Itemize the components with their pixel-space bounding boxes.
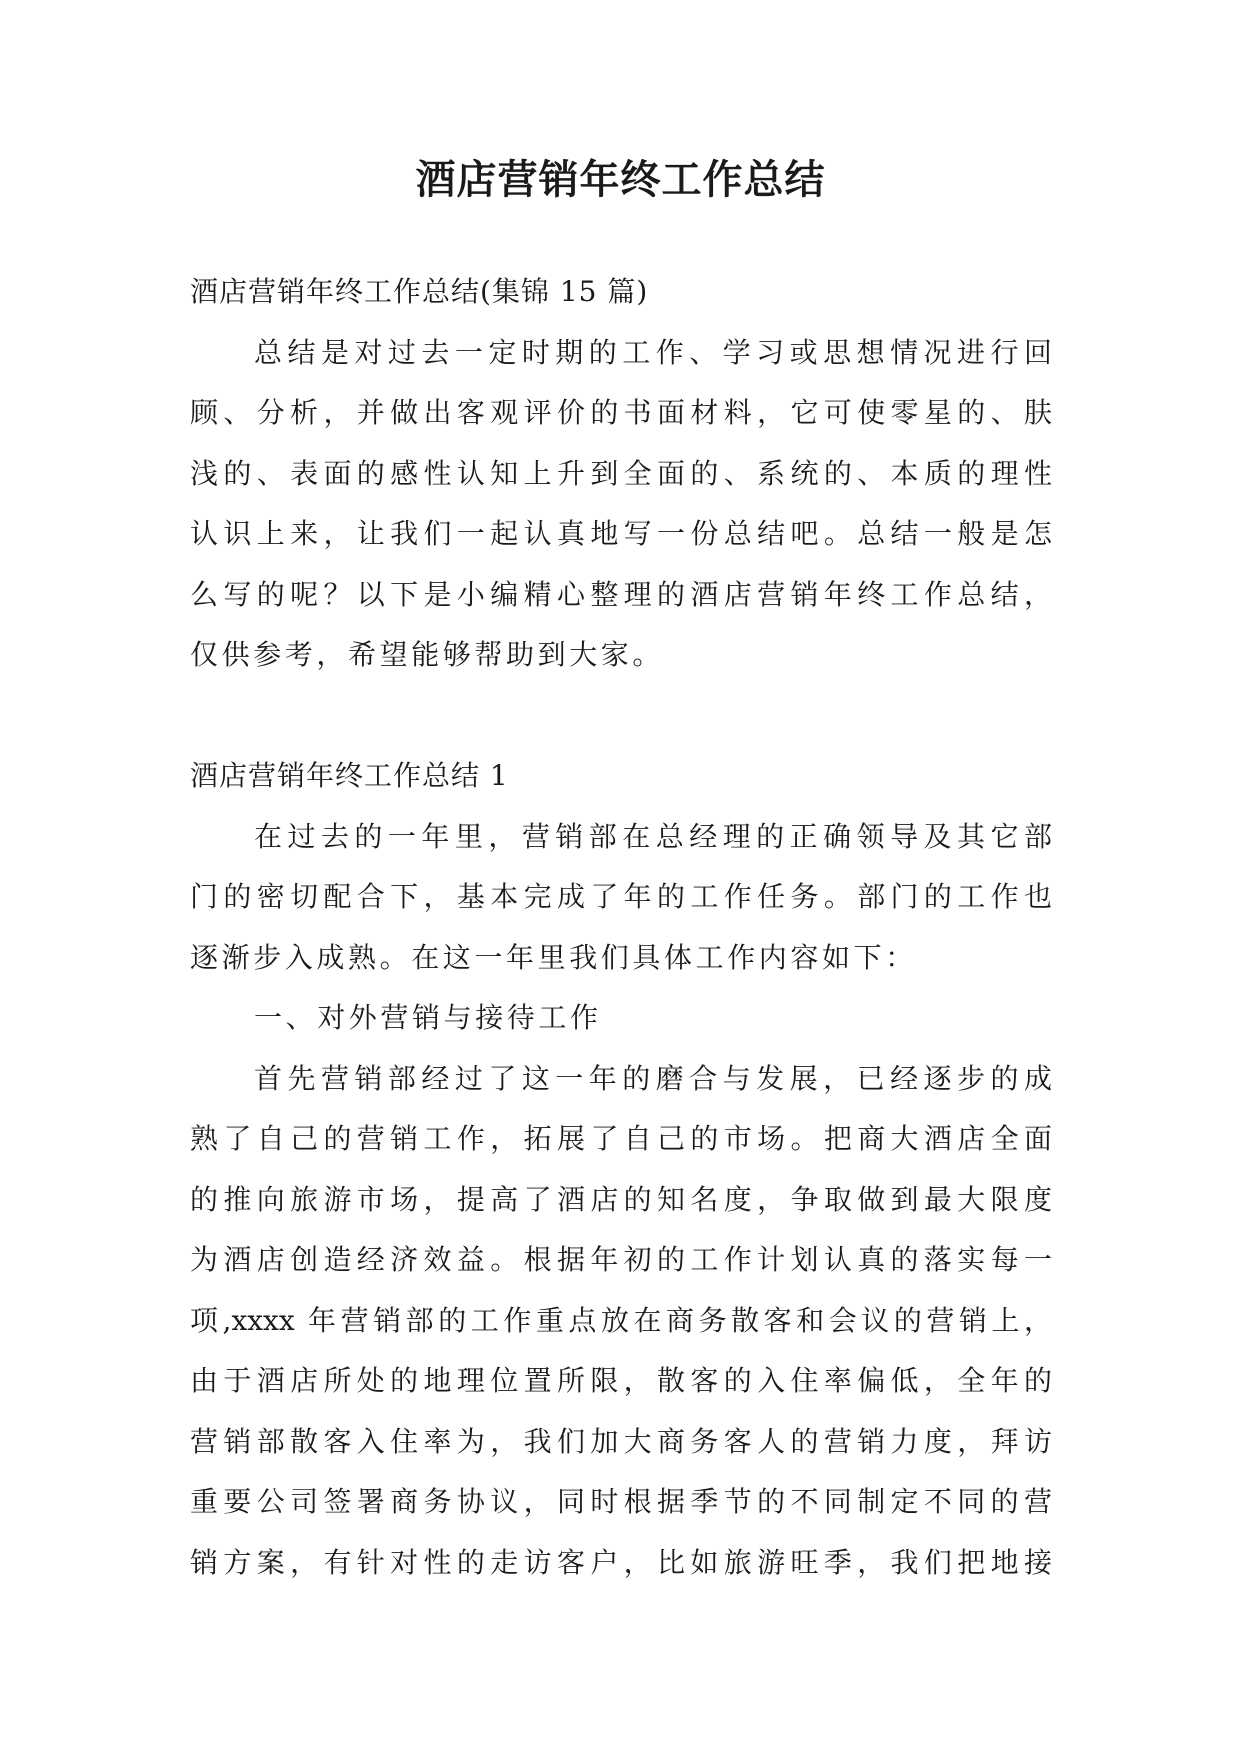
paragraph-line: 门的密切配合下，基本完成了年的工作任务。部门的工作也 [190,880,1052,913]
paragraph-line: 销方案，有针对性的走访客户，比如旅游旺季，我们把地接 [190,1545,1052,1579]
paragraph-line: 为酒店创造经济效益。根据年初的工作计划认真的落实每一 [190,1243,1052,1276]
paragraph-line: 熟了自己的营销工作，拓展了自己的市场。把商大酒店全面 [190,1122,1052,1155]
intro-paragraph [190,323,1052,686]
paragraph-line: 营销部散客入住率为，我们加大商务客人的营销力度，拜访 [190,1424,1052,1458]
section-title: 酒店营销年终工作总结 1 [190,759,509,792]
paragraph-line: 在过去的一年里，营销部在总经理的正确领导及其它部 [254,819,1052,853]
paragraph-line: 重要公司签署商务协议，同时根据季节的不同制定不同的营 [190,1485,1052,1518]
section-paragraph-1 [190,807,1052,989]
document-title: 酒店营销年终工作总结 [415,156,826,203]
section-paragraph-2 [190,1049,1052,1594]
paragraph-line: 项,xxxx 年营销部的工作重点放在商务散客和会议的营销上， [190,1303,1052,1337]
paragraph-line: 么写的呢？以下是小编精心整理的酒店营销年终工作总结， [190,577,1052,611]
paragraph-line: 认识上来，让我们一起认真地写一份总结吧。总结一般是怎 [190,517,1052,550]
paragraph-line: 逐渐步入成熟。在这一年里我们具体工作内容如下： [190,940,917,974]
paragraph-line: 总结是对过去一定时期的工作、学习或思想情况进行回 [254,335,1052,369]
paragraph-line: 首先营销部经过了这一年的磨合与发展，已经逐步的成 [254,1061,1052,1095]
paragraph-line: 的推向旅游市场，提高了酒店的知名度，争取做到最大限度 [190,1182,1052,1216]
blank-line [190,686,1052,747]
subheading: 一、对外营销与接待工作 [254,1001,602,1034]
paragraph-line: 由于酒店所处的地理位置所限，散客的入住率偏低，全年的 [190,1364,1052,1397]
paragraph-line: 仅供参考，希望能够帮助到大家。 [190,638,665,671]
collection-subtitle: 酒店营销年终工作总结(集锦 15 篇) [190,275,649,308]
paragraph-line: 顾、分析，并做出客观评价的书面材料，它可使零星的、肤 [190,396,1052,429]
document-body [190,262,1052,1593]
paragraph-line: 浅的、表面的感性认知上升到全面的、系统的、本质的理性 [190,456,1052,490]
